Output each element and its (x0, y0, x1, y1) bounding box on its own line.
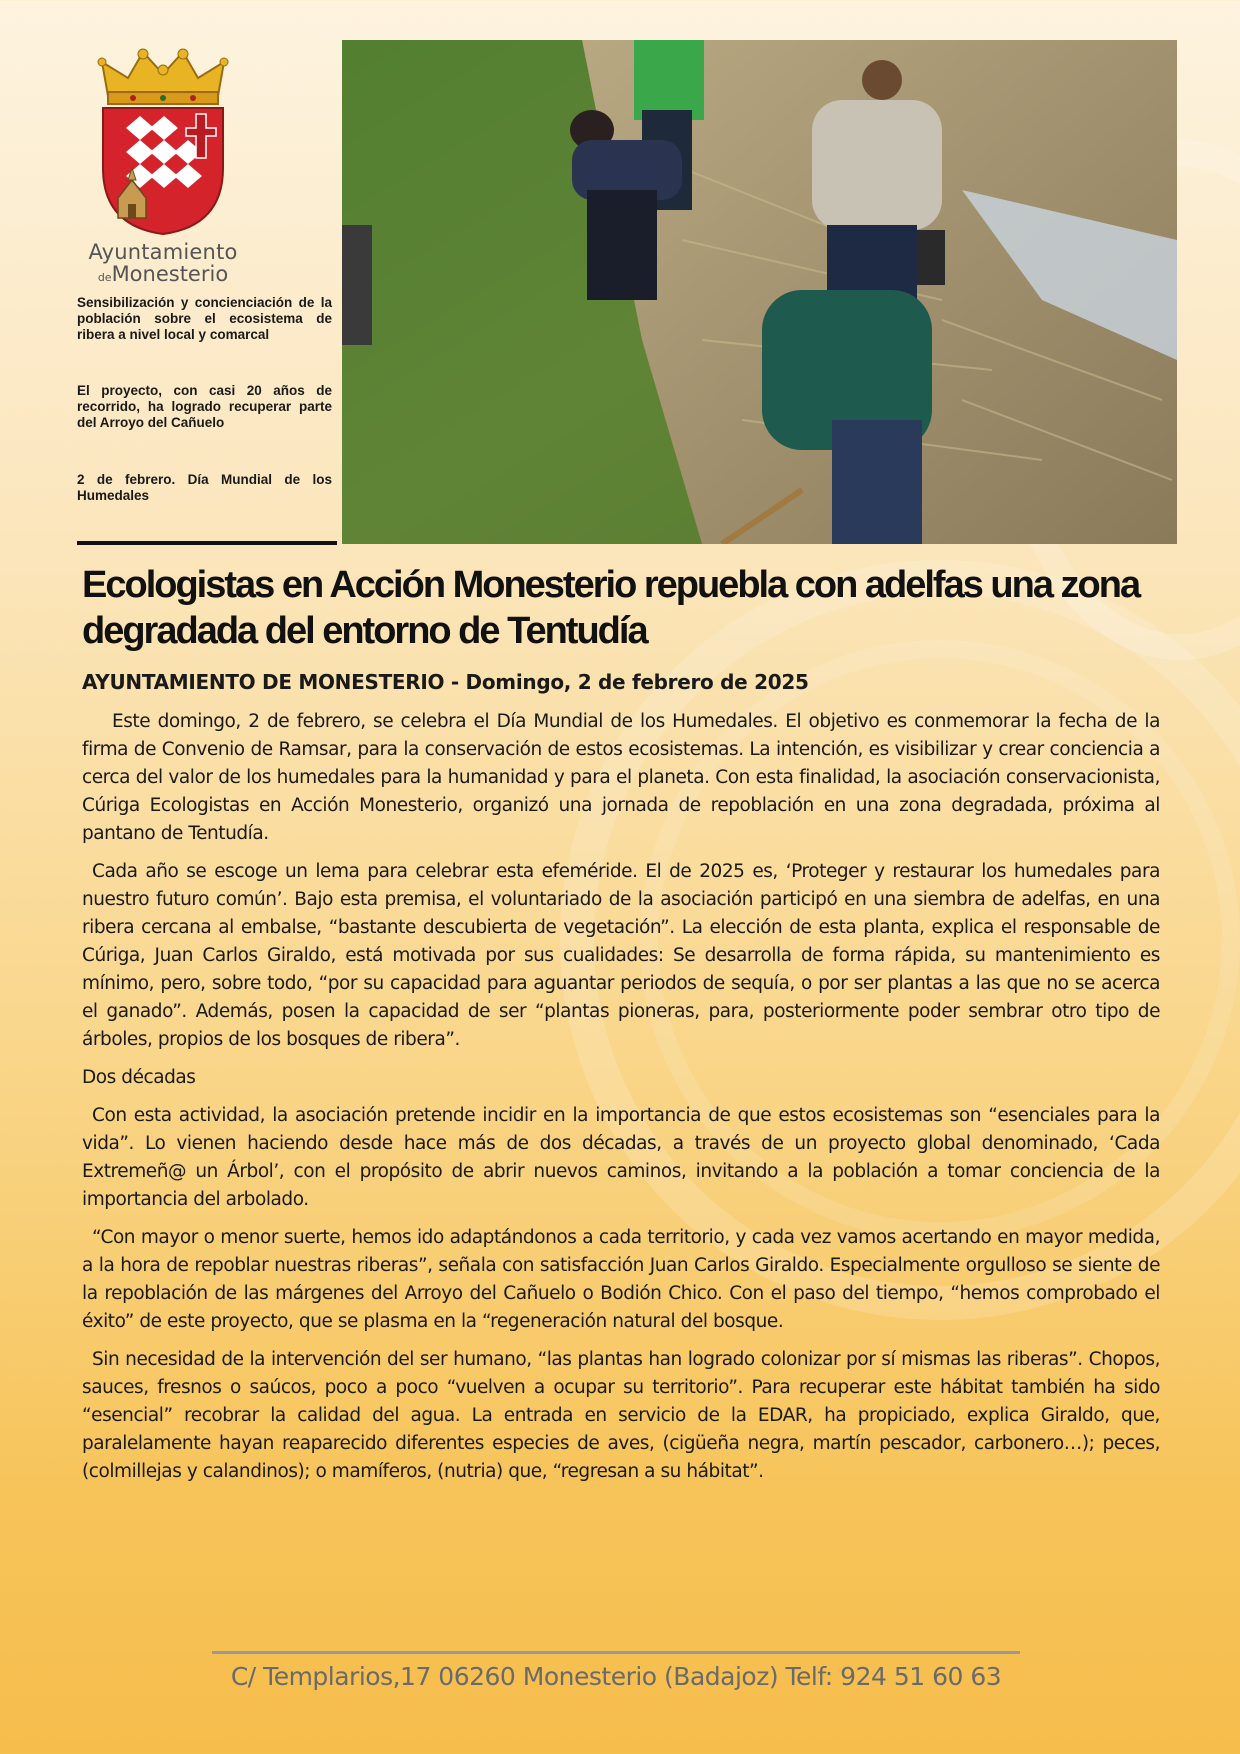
sidebar-note-1: Sensibilización y concienciación de la población sobre el ecosistema de ribera a nivel local y comarcal (77, 295, 332, 342)
article-headline: Ecologistas en Acción Monesterio repuebla con adelfas una zona degradada del entorno de Tentudía (82, 564, 1140, 652)
paragraph-1: Este domingo, 2 de febrero, se celebra el Día Mundial de los Humedales. El objetivo es conmemorar la fecha de la firma de Convenio de Ramsar, para la conservación de estos ecosistemas. La intención, es visibilizar y crear conciencia a cerca del valor de los humedales para la humanidad y para el planeta. Con esta finalidad, la asociación conservacionista, Cúriga Ecologistas en Acción Monesterio, organizó una jornada de repoblación en una zona degradada, próxima al pantano de Tentudía. (82, 711, 1160, 844)
crown-icon (98, 49, 228, 104)
section-subheading: Dos décadas (82, 1067, 196, 1088)
logo-text-de: de (97, 271, 112, 284)
sidebar-divider (77, 541, 337, 545)
paragraph-4: “Con mayor o menor suerte, hemos ido adaptándonos a cada territorio, y cada vez vamos acertando en mayor medida, a la hora de repoblar nuestras riberas”, señala con satisfacción Juan Carlos Giraldo. Especialmente orgulloso se siente de la repoblación de las márgenes del Arroyo del Cañuelo o Bodión Chico. Con el paso del tiempo, “hemos comprobado el éxito” de este proyecto, que se plasma en la “regeneración natural del bosque. (82, 1227, 1160, 1332)
logo-text-name: Monesterio (111, 262, 229, 286)
paragraph-5: Sin necesidad de la intervención del ser humano, “las plantas han logrado colonizar por sí mismas las riberas”. Chopos, sauces, fresnos o saúcos, poco a poco “vuelven a ocupar su territorio”. Para recuperar este hábitat también ha sido “esencial” recobrar la calidad del agua. La entrada en servicio de la EDAR, ha propiciado, explica Giraldo, que, paralelamente hayan reaparecido diferentes especies de aves, (cigüeña negra, martín pescador, carbonero…); peces, (colmillejas y calandinos); o mamíferos, (nutria) que, “regresan a su hábitat”. (82, 1349, 1160, 1482)
article-photo (342, 40, 1177, 544)
coat-of-arms-logo (88, 48, 238, 238)
paragraph-2: Cada año se escoge un lema para celebrar esta efeméride. El de 2025 es, ‘Proteger y restaurar los humedales para nuestro futuro común’. Bajo esta premisa, el voluntariado de la asociación participó en una siembra de adelfas, en una ribera cercana al embalse, “bastante descubierta de vegetación”. La elección de esta planta, explica el responsable de Cúriga, Juan Carlos Giraldo, está motivada por sus cualidades: Se desarrolla de forma rápida, su mantenimiento es mínimo, pero, sobre todo, “por su capacidad para aguantar periodos de sequía, o por ser plantas a las que no se acerca el ganado”. Además, posen la capacidad de ser “plantas pioneras, para, posteriormente poder sembrar otro tipo de árboles, propios de los bosques de ribera”. (82, 861, 1160, 1050)
sidebar-note-2: El proyecto, con casi 20 años de recorrido, ha logrado recuperar parte del Arroyo del Cañuelo (77, 383, 332, 430)
article-byline: AYUNTAMIENTO DE MONESTERIO - Domingo, 2 de febrero de 2025 (82, 670, 809, 694)
logo-text-ayuntamiento: Ayuntamiento (88, 240, 238, 264)
footer-address: C/ Templarios,17 06260 Monesterio (Badajoz) Telf: 924 51 60 63 (230, 1662, 1002, 1691)
sidebar-note-3: 2 de febrero. Día Mundial de los Humedales (77, 472, 332, 503)
logo-text-monesterio (80, 262, 246, 286)
paragraph-3: Con esta actividad, la asociación pretende incidir en la importancia de que estos ecosistemas son “esenciales para la vida”. Lo vienen haciendo desde hace más de dos décadas, a través de un proyecto global denominado, ‘Cada Extremeñ@ un Árbol’, con el propósito de abrir nuevos caminos, invitando a la población a tomar conciencia de la importancia del arbolado. (82, 1105, 1160, 1210)
footer-divider (212, 1651, 1020, 1654)
article-body (82, 708, 1160, 1496)
shield-icon (103, 108, 223, 234)
